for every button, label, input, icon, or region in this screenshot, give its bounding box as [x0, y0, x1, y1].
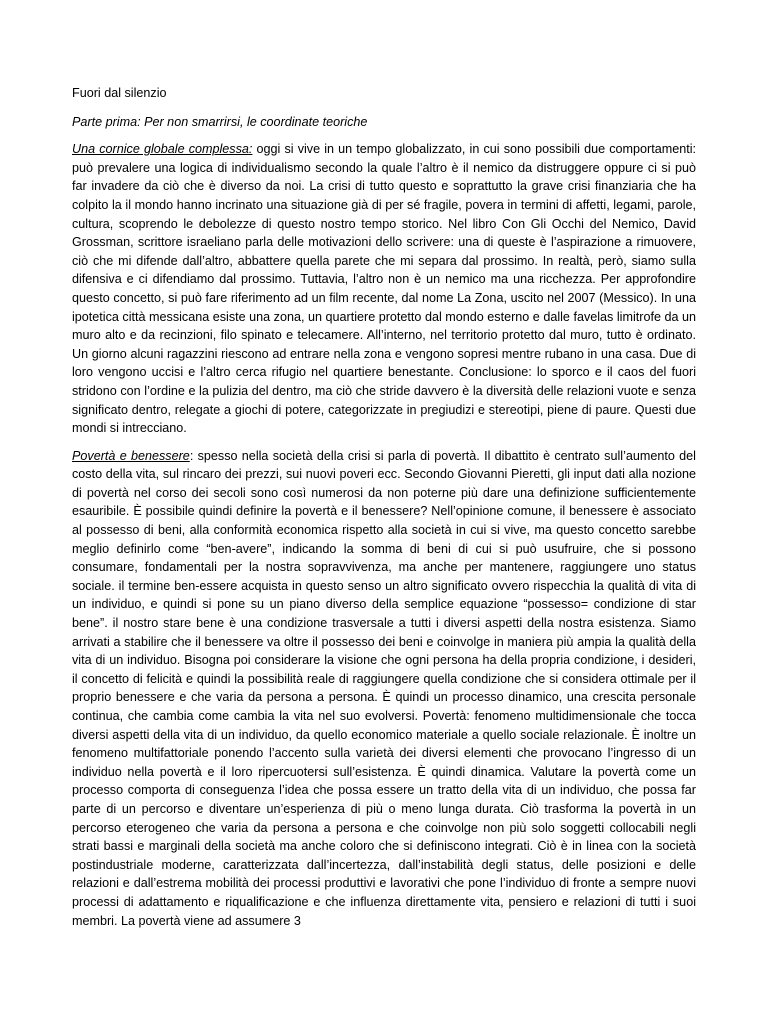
paragraph-lead-poverta: Povertà e benessere — [72, 448, 190, 463]
paragraph-body-cornice: oggi si vive in un tempo globalizzato, in cui sono possibili due comportamenti: può prevalere una logica di individualismo secondo la quale l’altro è il nemico da distruggere oppure ci si può far invadere da ciò che è diverso da noi. La crisi di tutto questo e soprattutto la grave crisi finanziaria che ha colpito la il mondo hanno incrinato una situazione già di per sé fragile, povera in termini di affetti, legami, parole, cultura, scoprendo le debolezze di questo nostro tempo storico. Nel libro Con Gli Occhi del Nemico, David Grossman, scrittore israeliano parla delle motivazioni dello scrivere: una di queste è l’aspirazione a rimuovere, ciò che mi difende dall’altro, abbattere quella parete che mi separa dal prossimo. In realtà, però, siamo sulla difensiva e ci difendiamo dal prossimo. Tuttavia, l’altro non è un nemico ma una ricchezza. Per approfondire questo concetto, si può fare riferimento ad un film recente, dal nome La Zona, uscito nel 2007 (Messico). In una ipotetica città messicana esiste una zona, un quartiere protetto dal mondo esterno e dalle favelas limitrofe da un muro alto e da recinzioni, filo spinato e telecamere. All’interno, nel territorio protetto dal muro, tutto è ordinato. Un giorno alcuni ragazzini riescono ad entrare nella zona e vengono sopresi mentre rubano in una casa. Due di loro vengono uccisi e l’altro cerca rifugio nel quartiere benestante. Conclusione: lo sporco e il caos del fuori stridono con l’ordine e la pulizia del dentro, ma ciò che stride davvero è la diversità delle relazioni vuote e senza significato dentro, relegate a giochi di potere, categorizzate in pregiudizi e stereotipi, piene di paure. Questi due mondi si intrecciano. — [72, 142, 697, 436]
paragraph-body-poverta: spesso nella società della crisi si parla di povertà. Il dibattito è centrato sull’aumento del costo della vita, sul rincaro dei prezzi, sui nuovi poveri ecc. Secondo Giovanni Pieretti, gli input dati alla nozione di povertà nel corso dei secoli sono così numerosi da non poterne più dare una definizione sufficientemente esauribile. È possibile quindi definire la povertà e il benessere? Nell’opinione comune, il benessere è associato al possesso di beni, alla conformità economica rispetto alla società in cui si vive, ma questo concetto sarebbe meglio definirlo come “ben-avere”, indicando la somma di beni di cui si può usufruire, che si possono consumare, fondamentali per la nostra sopravvivenza, ma anche per mantenere, raggiungere uno status sociale. il termine ben-essere acquista in questo senso un altro significato ovvero rispecchia la qualità di vita di un individuo, e quindi si pone su un piano diverso della semplice equazione “possesso= condizione di star bene”. il nostro stare bene è una condizione trasversale a tutti i diversi aspetti della nostra esistenza. Siamo arrivati a stabilire che il benessere va oltre il possesso dei beni e coinvolge in maniera più ampia la qualità della vita di un individuo. Bisogna poi considerare la visione che ogni persona ha della propria condizione, i desideri, il concetto di felicità e quindi la possibilità reale di raggiungere quella condizione che si considera ottimale per il proprio benessere e che varia da persona a persona. È quindi un processo dinamico, una crescita personale continua, che cambia come cambia la vita nel suo evolversi. Povertà: fenomeno multidimensionale che tocca diversi aspetti della vita di un individuo, da quello economico materiale a quello sociale relazionale. È inoltre un fenomeno multifattoriale ponendo l’accento sulla varietà dei diversi elementi che provocano l’ingresso di un individuo nella povertà e il loro ripercuotersi sull’esistenza. È quindi dinamica. Valutare la povertà come un processo comporta di conseguenza l’idea che possa essere un tratto della vita di un individuo, che possa far parte di un percorso e diventare un’esperienza di più o meno lunga durata. Ciò trasforma la povertà in un percorso eterogeneo che varia da persona a persona e che coinvolge non più solo soggetti collocabili negli strati bassi e marginali della società ma anche coloro che si definiscono integrati. Ciò è in linea con la società postindustriale moderne, caratterizzata dall’incertezza, dall’instabilità degli status, delle posizioni e delle relazioni e dall’estrema mobilità dei processi produttivi e lavorativi che pone l’individuo di fronte a sempre nuovi processi di adattamento e riqualificazione e che influenza direttamente vita, pensiero e relazioni di tutti i suoi membri. La povertà viene ad assumere 3 — [72, 448, 696, 928]
document-page — [72, 84, 696, 939]
paragraph-lead-cornice: Una cornice globale complessa — [72, 142, 249, 157]
section-heading: Parte prima: Per non smarrirsi, le coordinate teoriche — [72, 114, 368, 129]
document-title: Fuori dal silenzio — [72, 86, 167, 100]
paragraph-lead-punct: : — [189, 448, 194, 463]
paragraph-poverta-benessere — [72, 447, 696, 930]
paragraph-cornice-globale — [72, 140, 696, 438]
paragraph-lead-punct: : — [248, 142, 253, 157]
